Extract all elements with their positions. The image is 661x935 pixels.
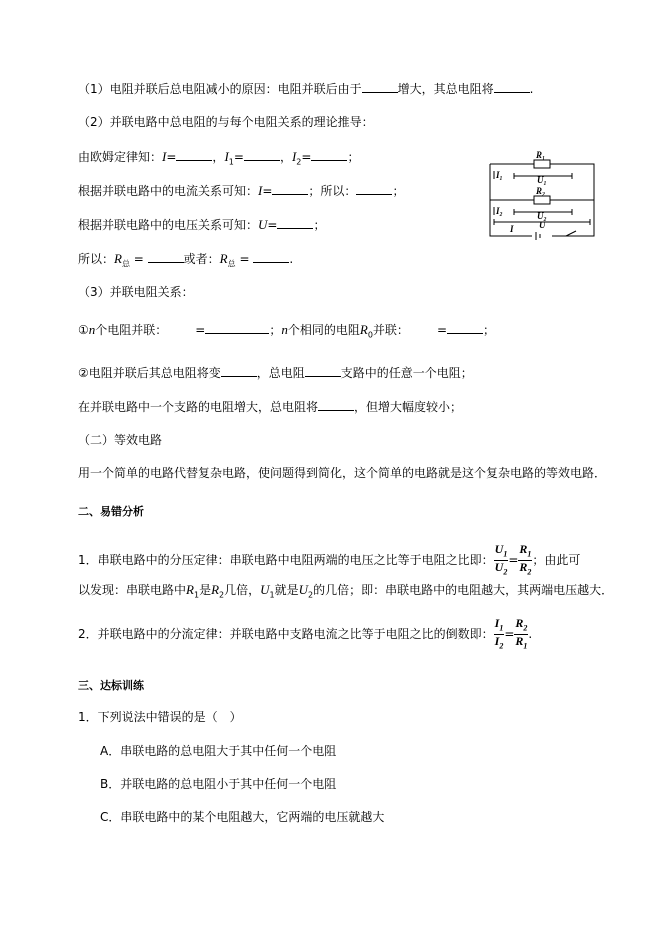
conclusion-line: 所以：$R_总$ = 或者：$R_总$ = . xyxy=(78,251,294,269)
series-divider-line2: 以发现：串联电路中$R_1$是$R_2$几倍，$U_1$就是$U_2$的几倍；即：串联电路中的电阻越大，其两端电压越大． xyxy=(78,582,614,600)
i1-label: I₁ xyxy=(496,170,503,180)
r-inverse-ratio: $\frac{R_2}{R_1}$ xyxy=(515,615,528,651)
question-1: 1．下列说法中错误的是（ ） xyxy=(78,710,242,724)
i-ratio: $\frac{I_1}{I_2}$ xyxy=(494,615,504,651)
u-ratio: $\frac{U_1}{U_2}$ xyxy=(494,541,508,577)
option-c[interactable]: C．串联电路中的某个电阻越大，它两端的电压就越大 xyxy=(100,810,385,824)
n-resistors-line: ①n个电阻并联： = ；n个相同的电阻$R_0$并联： = ； xyxy=(78,322,496,340)
branch-increase-line: 在并联电路中一个支路的电阻增大，总电阻将 ，但增大幅度较小； xyxy=(78,400,463,414)
series-divider-line: 1．串联电路中的分压定律：串联电路中电阻两端的电压之比等于电阻之比即： $\frac{U_1}{U_2}$ = $\frac{R_1}{R_2}$ ；由此可 xyxy=(78,541,581,577)
r2-label: R₂ xyxy=(536,186,546,196)
equivalent-title: （二）等效电路 xyxy=(78,433,163,447)
voltage-relation-line: 根据并联电路中的电压关系可知：U= ； xyxy=(78,217,326,232)
section3-heading: 三、达标训练 xyxy=(78,679,144,692)
r-ratio: $\frac{R_1}{R_2}$ xyxy=(519,541,532,577)
parallel-circuit-diagram xyxy=(486,150,598,242)
blank[interactable] xyxy=(494,80,530,93)
option-b[interactable]: B．并联电路的总电阻小于其中任何一个电阻 xyxy=(100,777,337,791)
current-relation-line: 根据并联电路中的电流关系可知：I= ；所以： ； xyxy=(78,183,405,198)
p3-title: （3）并联电阻关系： xyxy=(78,285,194,299)
u1-label: U₁ xyxy=(537,175,547,185)
r1-label: R₁ xyxy=(536,150,546,160)
p2-derivation: （2）并联电路中总电阻的与每个电阻关系的理论推导： xyxy=(78,115,374,129)
ohm-law-line: 由欧姆定律知：I= ，$I_1=$ ，$I_2=$ ； xyxy=(78,149,360,167)
section2-heading: 二、易错分析 xyxy=(78,505,144,518)
i2-label: I₂ xyxy=(496,206,503,216)
equivalent-text: 用一个简单的电路代替复杂电路，使问题得到简化，这个简单的电路就是这个复杂电路的等效电路． xyxy=(78,466,607,480)
u-label: U xyxy=(539,220,546,230)
parallel-total-line: ②电阻并联后其总电阻将变 ，总电阻 支路中的任意一个电阻； xyxy=(78,366,473,380)
option-a[interactable]: A．串联电路的总电阻大于其中任何一个电阻 xyxy=(100,744,337,758)
u2-label: U₂ xyxy=(537,211,547,221)
blank[interactable] xyxy=(362,80,398,93)
p1-reason: （1）电阻并联后总电阻减小的原因：电阻并联后由于 增大，其总电阻将 . xyxy=(78,82,534,96)
parallel-divider-line: 2．并联电路中的分流定律：并联电路中支路电流之比等于电阻之比的倒数即： $\frac{I_1}{I_2}$ = $\frac{R_2}{R_1}$ . xyxy=(78,615,533,651)
i-label: I xyxy=(510,224,514,234)
